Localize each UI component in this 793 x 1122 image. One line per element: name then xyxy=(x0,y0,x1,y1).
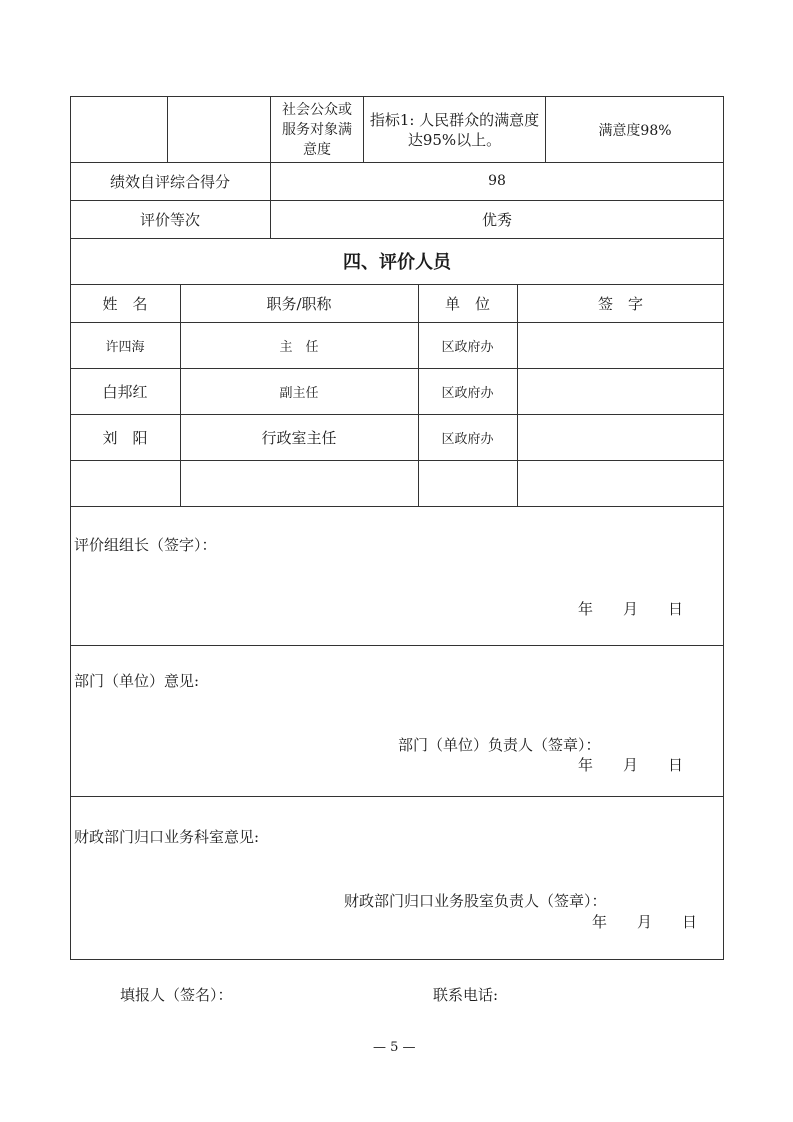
person-title: 主 任 xyxy=(279,339,319,355)
criterion-line: 社会公众或 xyxy=(282,101,352,118)
finance-label: 财政部门归口业务科室意见: xyxy=(74,828,260,846)
dept-date: 年 月 日 xyxy=(578,756,684,774)
score-label: 绩效自评综合得分 xyxy=(109,172,230,191)
person-title: 副主任 xyxy=(279,385,319,401)
criterion-cell xyxy=(271,97,363,162)
header-unit: 单 位 xyxy=(444,294,490,313)
indicator-line: 达95%以上。 xyxy=(407,130,502,149)
criterion-line: 服务对象满 xyxy=(282,121,352,138)
dept-signer: 部门（单位）负责人（签章）： xyxy=(398,736,601,754)
row-divider xyxy=(70,796,724,797)
person-name: 刘 阳 xyxy=(102,428,148,447)
indicator-cell xyxy=(364,97,545,162)
leader-date: 年 月 日 xyxy=(578,600,684,618)
result-cell: 满意度98% xyxy=(598,122,672,139)
col-divider xyxy=(167,96,168,162)
score-value: 98 xyxy=(488,173,506,189)
dept-label: 部门（单位）意见: xyxy=(74,672,200,690)
grade-value: 优秀 xyxy=(481,210,512,229)
page-number: — 5 — xyxy=(373,1040,416,1055)
person-name xyxy=(70,460,180,506)
person-unit: 区政府办 xyxy=(441,431,494,447)
section-title: 四、评价人员 xyxy=(343,252,451,273)
header-name: 姓 名 xyxy=(102,294,148,313)
person-sign xyxy=(517,460,724,506)
person-title: 行政室主任 xyxy=(261,428,337,447)
person-sign xyxy=(517,322,724,368)
person-sign xyxy=(517,368,724,414)
person-unit: 区政府办 xyxy=(441,385,494,401)
person-title xyxy=(180,460,418,506)
person-sign xyxy=(517,414,724,460)
header-sign: 签 字 xyxy=(597,294,643,313)
row-divider xyxy=(70,506,724,507)
indicator-line: 指标1: 人民群众的满意度 xyxy=(369,110,540,129)
phone-label: 联系电话: xyxy=(433,986,499,1004)
leader-label: 评价组组长（签字）： xyxy=(74,536,217,554)
person-name: 许四海 xyxy=(105,339,145,355)
filler-label: 填报人（签名）： xyxy=(120,986,233,1004)
finance-date: 年 月 日 xyxy=(592,913,698,931)
person-unit: 区政府办 xyxy=(441,339,494,355)
header-title: 职务/职称 xyxy=(266,294,332,313)
criterion-line: 意度 xyxy=(303,141,331,158)
person-unit xyxy=(418,460,517,506)
finance-signer: 财政部门归口业务股室负责人（签章）： xyxy=(344,892,607,910)
row-divider xyxy=(70,645,724,646)
person-name: 白邦红 xyxy=(102,382,148,401)
grade-label: 评价等次 xyxy=(139,210,200,229)
